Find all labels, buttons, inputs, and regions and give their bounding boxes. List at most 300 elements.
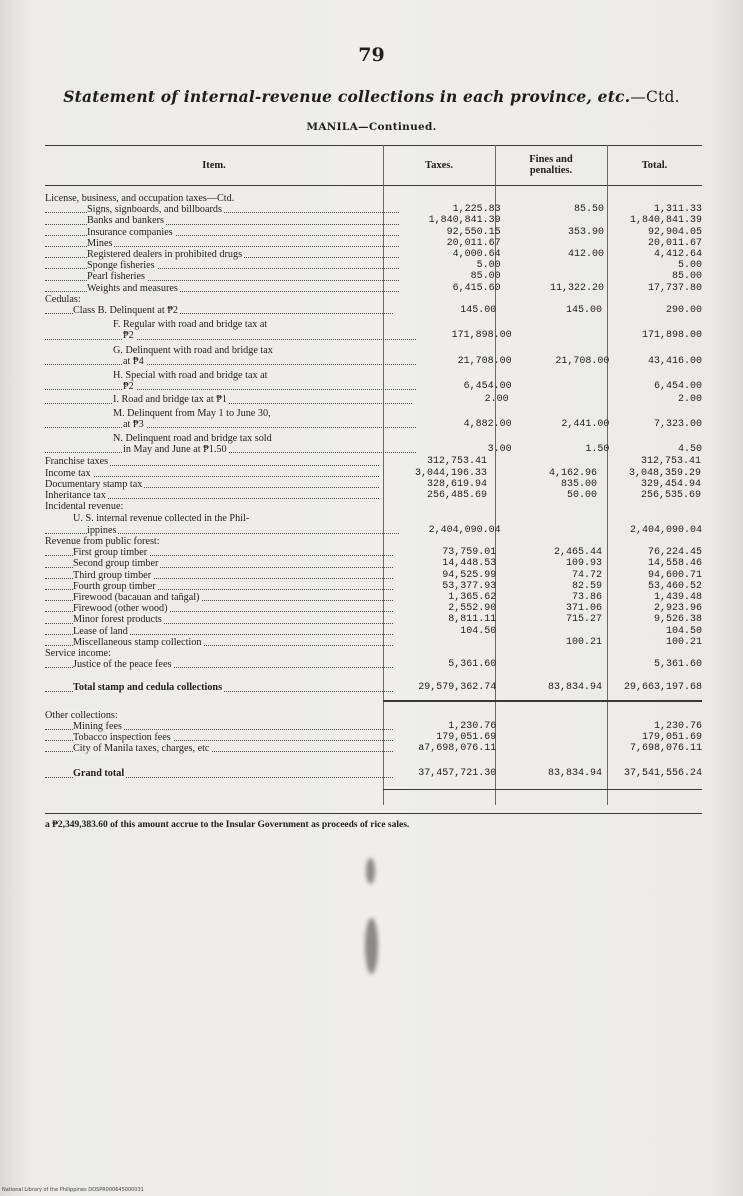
total-cell: 29,663,197.68 — [623, 682, 702, 694]
fines-cell — [509, 525, 614, 536]
row-label-text: Other collections: — [45, 709, 118, 721]
fines-cell: 1.50 — [585, 444, 610, 456]
taxes-cell: 94,525.99 — [442, 569, 497, 581]
taxes-cell — [416, 345, 517, 356]
fines-cell — [504, 659, 612, 670]
taxes-cell — [383, 193, 495, 204]
taxes-cell: 1,840,841.39 — [428, 215, 501, 227]
total-cell: 5,361.60 — [653, 659, 702, 671]
row-label-text: Minor forest products — [73, 614, 162, 626]
table-row — [45, 710, 702, 721]
row-label — [45, 547, 397, 558]
subtotal-rule — [383, 700, 702, 702]
footnote: a ₱2,349,383.60 of this amount accrue to the Insular Government as proceeds of rice sales. — [45, 820, 410, 830]
table-row — [45, 381, 702, 392]
row-label-text: Third group timber — [73, 569, 152, 581]
row-label — [45, 490, 383, 501]
table-row — [45, 525, 702, 536]
table-row — [45, 305, 702, 316]
row-label — [45, 271, 403, 282]
row-label — [45, 659, 397, 670]
fines-cell: 371.06 — [565, 603, 602, 615]
table-row — [45, 659, 702, 670]
row-label — [45, 215, 403, 226]
fines-cell — [504, 732, 612, 743]
total-cell: 7,323.00 — [653, 418, 702, 430]
taxes-cell: 53,377.93 — [442, 580, 497, 592]
taxes-cell — [416, 433, 517, 444]
title-suffix: —Ctd. — [630, 88, 680, 106]
total-cell: 171,898.00 — [641, 330, 702, 342]
taxes-cell: 2.00 — [484, 394, 509, 406]
row-label-text: Banks and bankers — [87, 215, 164, 227]
table-row — [45, 356, 702, 367]
row-label — [45, 501, 383, 512]
row-label-text: City of Manila taxes, charges, etc — [73, 743, 210, 755]
fines-cell — [504, 721, 612, 732]
total-cell: 17,737.80 — [647, 282, 702, 294]
total-cell: 3,048,359.29 — [628, 467, 701, 479]
row-label — [45, 419, 420, 430]
row-label — [45, 570, 397, 581]
total-cell: 43,416.00 — [647, 355, 702, 367]
taxes-cell: 92,550.15 — [446, 226, 501, 238]
row-label — [45, 732, 397, 743]
fines-cell: 2,465.44 — [553, 547, 602, 559]
total-cell: 9,526.38 — [653, 614, 702, 626]
fines-cell — [495, 710, 607, 721]
row-label-text: at ₱3 — [123, 418, 144, 430]
taxes-cell: 104.50 — [460, 625, 497, 637]
table-row — [45, 193, 702, 204]
taxes-cell: 73,759.01 — [442, 547, 497, 559]
row-label-text: Lease of land — [73, 625, 128, 637]
fines-cell — [517, 345, 618, 356]
row-label-text: Service income: — [45, 647, 111, 659]
fines-cell — [495, 536, 607, 547]
row-label — [45, 743, 397, 754]
fines-cell — [509, 238, 614, 249]
fines-cell: 83,834.94 — [547, 682, 602, 694]
total-cell — [607, 501, 701, 512]
row-label — [45, 721, 397, 732]
table-row — [45, 468, 702, 479]
fines-cell: 835.00 — [560, 478, 597, 490]
row-label — [45, 603, 397, 614]
total-cell: 2,923.96 — [653, 603, 702, 615]
row-label — [45, 283, 403, 294]
total-cell: 1,840,841.39 — [629, 215, 702, 227]
row-label — [45, 768, 397, 779]
row-label-text: G. Delinquent with road and bridge tax — [113, 344, 273, 356]
scan-credit: National Library of the Philippines DOSPR000645000031 — [2, 1187, 144, 1193]
fines-cell — [495, 294, 607, 305]
table-row — [45, 271, 702, 282]
taxes-cell — [397, 513, 505, 524]
table-row — [45, 743, 702, 754]
table-row — [45, 215, 702, 226]
table-row — [45, 592, 702, 603]
taxes-cell — [397, 637, 505, 648]
taxes-cell: 2,552.90 — [448, 603, 497, 615]
row-label — [45, 408, 416, 419]
title-text: Statement of internal-revenue collections in each province, etc. — [63, 87, 631, 106]
row-label — [45, 513, 397, 524]
table-row — [45, 479, 702, 490]
fines-cell — [495, 648, 607, 659]
row-label-text: Signs, signboards, and billboards — [87, 204, 222, 216]
fines-cell — [504, 743, 612, 754]
row-label — [45, 648, 383, 659]
row-label-text: Revenue from public forest: — [45, 535, 160, 547]
taxes-cell: 1,365.62 — [448, 591, 497, 603]
taxes-cell: a7,698,076.11 — [418, 743, 497, 755]
total-cell: 5.00 — [677, 260, 702, 272]
row-label-text: Fourth group timber — [73, 580, 156, 592]
taxes-cell: 4,000.64 — [452, 249, 501, 261]
row-label-text: Second group timber — [73, 558, 159, 570]
taxes-cell — [383, 536, 495, 547]
taxes-cell: 145.00 — [460, 305, 497, 317]
row-label — [45, 558, 397, 569]
fines-cell: 82.59 — [571, 580, 602, 592]
row-label-text: Justice of the peace fees — [73, 659, 172, 671]
total-cell: 104.50 — [665, 625, 702, 637]
fines-cell: 145.00 — [565, 305, 602, 317]
row-label — [45, 319, 416, 330]
row-label — [45, 614, 397, 625]
taxes-cell: 8,811.11 — [448, 614, 497, 626]
fines-cell: 109.93 — [565, 558, 602, 570]
total-cell: 2,404,090.04 — [629, 524, 702, 536]
total-cell: 20,011.67 — [647, 237, 702, 249]
taxes-cell: 179,051.69 — [436, 731, 497, 743]
row-label-text: Inheritance tax — [45, 490, 106, 502]
row-label-text: Cedulas: — [45, 293, 81, 305]
row-label — [45, 444, 420, 455]
fines-cell — [495, 456, 607, 467]
table-row — [45, 394, 702, 405]
fines-cell: 85.50 — [574, 204, 605, 216]
total-cell — [618, 345, 702, 356]
total-cell: 37,541,556.24 — [623, 768, 702, 780]
table-row — [45, 294, 702, 305]
total-cell: 1,311.33 — [653, 204, 702, 216]
row-label-text: Registered dealers in prohibited drugs — [87, 249, 243, 261]
row-label — [45, 204, 403, 215]
table-row — [45, 637, 702, 648]
total-cell: 7,698,076.11 — [629, 743, 702, 755]
row-label-text: Weights and measures — [87, 282, 178, 294]
table-row — [45, 227, 702, 238]
row-label-text: Mines — [87, 237, 113, 249]
fines-cell: 715.27 — [565, 614, 602, 626]
table-row — [45, 558, 702, 569]
row-label-text: Franchise taxes — [45, 456, 109, 468]
fines-cell — [504, 626, 612, 637]
fines-cell: 11,322.20 — [550, 282, 605, 294]
total-cell: 2.00 — [677, 394, 702, 406]
fines-cell: 83,834.94 — [547, 768, 602, 780]
row-label — [45, 710, 383, 721]
total-cell: 100.21 — [665, 636, 702, 648]
total-cell — [607, 710, 701, 721]
table-row — [45, 614, 702, 625]
total-cell: 94,600.71 — [647, 569, 702, 581]
taxes-cell: 312,753.41 — [426, 456, 487, 468]
row-label — [45, 536, 383, 547]
total-cell — [618, 408, 702, 419]
row-label-text: Class B. Delinquent at ₱2 — [73, 305, 178, 317]
fines-cell — [504, 513, 612, 524]
fines-cell — [495, 193, 607, 204]
row-label-text: at ₱4 — [123, 355, 144, 367]
row-label-text: ₱2 — [123, 381, 134, 393]
table-row — [45, 330, 702, 341]
row-label-text: M. Delinquent from May 1 to June 30, — [113, 407, 271, 419]
taxes-cell: 29,579,362.74 — [418, 682, 497, 694]
row-label — [45, 370, 416, 381]
taxes-cell: 1,230.76 — [448, 720, 497, 732]
row-label-text: Documentary stamp tax — [45, 478, 143, 490]
taxes-cell: 5,361.60 — [448, 659, 497, 671]
taxes-cell — [383, 294, 495, 305]
table-body — [45, 193, 702, 780]
taxes-cell: 328,619.94 — [426, 478, 487, 490]
fines-cell — [517, 408, 618, 419]
row-label-text: N. Delinquent road and bridge tax sold — [113, 433, 272, 445]
fines-cell — [517, 433, 618, 444]
total-cell — [618, 433, 702, 444]
table-row — [45, 490, 702, 501]
row-label-text: Total stamp and cedula collections — [73, 682, 223, 694]
table-row — [45, 456, 702, 467]
row-label-text: Miscellaneous stamp collection — [73, 636, 202, 648]
taxes-cell — [416, 319, 517, 330]
ink-smudge — [365, 918, 378, 974]
taxes-cell — [416, 370, 517, 381]
row-label-text: U. S. internal revenue collected in the Phil- — [73, 513, 250, 525]
total-cell — [612, 513, 702, 524]
row-label — [45, 260, 403, 271]
fines-cell: 2,441.00 — [561, 418, 610, 430]
row-label-text: Pearl fisheries — [87, 271, 145, 283]
row-label — [45, 433, 416, 444]
row-label — [45, 345, 416, 356]
row-label-text: Mining fees — [73, 720, 122, 732]
row-label — [45, 456, 383, 467]
row-label-text: ₱2 — [123, 330, 134, 342]
total-cell: 179,051.69 — [641, 731, 702, 743]
taxes-cell: 37,457,721.30 — [418, 768, 497, 780]
table-row — [45, 345, 702, 356]
total-cell: 256,535.69 — [640, 490, 701, 502]
taxes-cell — [383, 501, 495, 512]
fines-cell — [517, 319, 618, 330]
fines-cell — [509, 215, 614, 226]
total-cell — [618, 319, 702, 330]
taxes-cell: 1,225.83 — [452, 204, 501, 216]
taxes-cell — [383, 648, 495, 659]
taxes-cell: 256,485.69 — [426, 490, 487, 502]
table-row — [45, 419, 702, 430]
fines-cell: 74.72 — [571, 569, 602, 581]
table-row — [45, 536, 702, 547]
total-cell: 4,412.64 — [653, 249, 702, 261]
table-row — [45, 408, 702, 419]
row-label — [45, 581, 397, 592]
row-label — [45, 356, 420, 367]
row-label — [45, 479, 383, 490]
table-row — [45, 501, 702, 512]
table-row — [45, 732, 702, 743]
fines-cell: 50.00 — [566, 490, 597, 502]
table-row — [45, 260, 702, 271]
table-row — [45, 204, 702, 215]
row-label — [45, 637, 397, 648]
row-label-text: Sponge fisheries — [87, 260, 155, 272]
total-cell — [607, 193, 701, 204]
taxes-cell: 3.00 — [487, 444, 512, 456]
fines-cell: 73.86 — [571, 591, 602, 603]
fines-cell — [520, 330, 620, 341]
total-cell: 1,230.76 — [653, 720, 702, 732]
total-cell: 92,904.05 — [647, 226, 702, 238]
row-label — [45, 294, 383, 305]
table-row — [45, 370, 702, 381]
total-cell: 53,460.52 — [647, 580, 702, 592]
taxes-cell — [416, 408, 517, 419]
taxes-cell: 171,898.00 — [451, 330, 512, 342]
taxes-cell: 20,011.67 — [446, 237, 501, 249]
taxes-cell: 3,044,196.33 — [414, 467, 487, 479]
row-label-text: Tobacco inspection fees — [73, 731, 171, 743]
taxes-cell — [383, 710, 495, 721]
total-cell — [618, 370, 702, 381]
table-row — [45, 283, 702, 294]
row-label-text: Insurance companies — [87, 226, 173, 238]
row-label — [45, 394, 416, 405]
fines-cell — [517, 394, 618, 405]
row-label — [45, 592, 397, 603]
table-bottom-rule — [45, 813, 702, 814]
row-label — [45, 381, 420, 392]
fines-cell — [495, 501, 607, 512]
page-title — [0, 87, 743, 106]
table-row — [45, 581, 702, 592]
total-cell: 329,454.94 — [640, 478, 701, 490]
fines-cell — [520, 381, 620, 392]
table-row — [45, 444, 702, 455]
total-cell — [607, 294, 701, 305]
fines-cell — [509, 260, 614, 271]
fines-cell — [509, 271, 614, 282]
column-header-fines: Fines and penalties. — [529, 154, 573, 176]
row-label — [45, 238, 403, 249]
taxes-cell: 6,415.60 — [452, 282, 501, 294]
row-label-text: in May and June at ₱1.50 — [123, 444, 227, 456]
taxes-cell: 2,404,090.04 — [428, 524, 501, 536]
row-label — [45, 682, 397, 693]
table-row — [45, 570, 702, 581]
row-label-text: H. Special with road and bridge tax at — [113, 370, 268, 382]
row-label — [45, 305, 397, 316]
row-label — [45, 468, 383, 479]
row-label — [45, 249, 403, 260]
row-label-text: License, business, and occupation taxes—Ctd. — [45, 193, 235, 204]
page-number: 79 — [358, 44, 385, 66]
row-label — [45, 626, 397, 637]
fines-cell: 4,162.96 — [548, 467, 597, 479]
row-label-text: Firewood (bacauan and tañgal) — [73, 591, 200, 603]
table-row — [45, 238, 702, 249]
fines-cell: 353.90 — [568, 226, 605, 238]
table-row — [45, 768, 702, 779]
row-label — [45, 330, 420, 341]
column-header-taxes: Taxes. — [425, 159, 453, 171]
taxes-cell: 21,708.00 — [457, 355, 512, 367]
total-cell: 76,224.45 — [647, 547, 702, 559]
table-row — [45, 547, 702, 558]
table-row — [45, 513, 702, 524]
row-label-text: Grand total — [73, 768, 125, 780]
fines-cell — [517, 370, 618, 381]
table-row — [45, 249, 702, 260]
fines-cell: 412.00 — [568, 249, 605, 261]
total-cell: 6,454.00 — [653, 381, 702, 393]
row-label — [45, 227, 403, 238]
table-row — [45, 603, 702, 614]
row-label — [45, 525, 403, 536]
row-label-text: Income tax — [45, 467, 91, 479]
total-cell: 290.00 — [665, 305, 702, 317]
total-cell — [607, 536, 701, 547]
column-header-total: Total. — [641, 159, 668, 171]
total-cell: 312,753.41 — [640, 456, 701, 468]
ink-smudge — [366, 858, 375, 884]
table-row — [45, 433, 702, 444]
header-bottom-rule — [45, 185, 702, 186]
column-header-item: Item. — [202, 159, 226, 171]
total-cell: 1,439.48 — [653, 591, 702, 603]
total-cell — [607, 648, 701, 659]
taxes-cell: 85.00 — [470, 271, 501, 283]
total-cell: 85.00 — [671, 271, 702, 283]
table-row — [45, 319, 702, 330]
taxes-cell: 6,454.00 — [463, 381, 512, 393]
table-row — [45, 682, 702, 693]
table-row — [45, 626, 702, 637]
taxes-cell: 5.00 — [476, 260, 501, 272]
taxes-cell: 14,448.53 — [442, 558, 497, 570]
row-label-text: Firewood (other wood) — [73, 603, 168, 615]
row-label-text: I. Road and bridge tax at ₱1 — [113, 394, 228, 406]
total-cell: 14,558.46 — [647, 558, 702, 570]
row-label-text: ippines — [87, 524, 117, 536]
section-subtitle: MANILA—Continued. — [306, 121, 437, 133]
row-label-text: First group timber — [73, 547, 148, 559]
fines-cell: 21,708.00 — [555, 355, 610, 367]
total-cell: 4.50 — [677, 444, 702, 456]
table-row — [45, 721, 702, 732]
taxes-cell: 4,882.00 — [463, 418, 512, 430]
row-label-text: Incidental revenue: — [45, 501, 124, 513]
row-label — [45, 193, 383, 204]
row-label-text: F. Regular with road and bridge tax at — [113, 319, 268, 331]
fines-cell: 100.21 — [565, 636, 602, 648]
table-row — [45, 648, 702, 659]
grand-total-rule — [383, 789, 702, 790]
